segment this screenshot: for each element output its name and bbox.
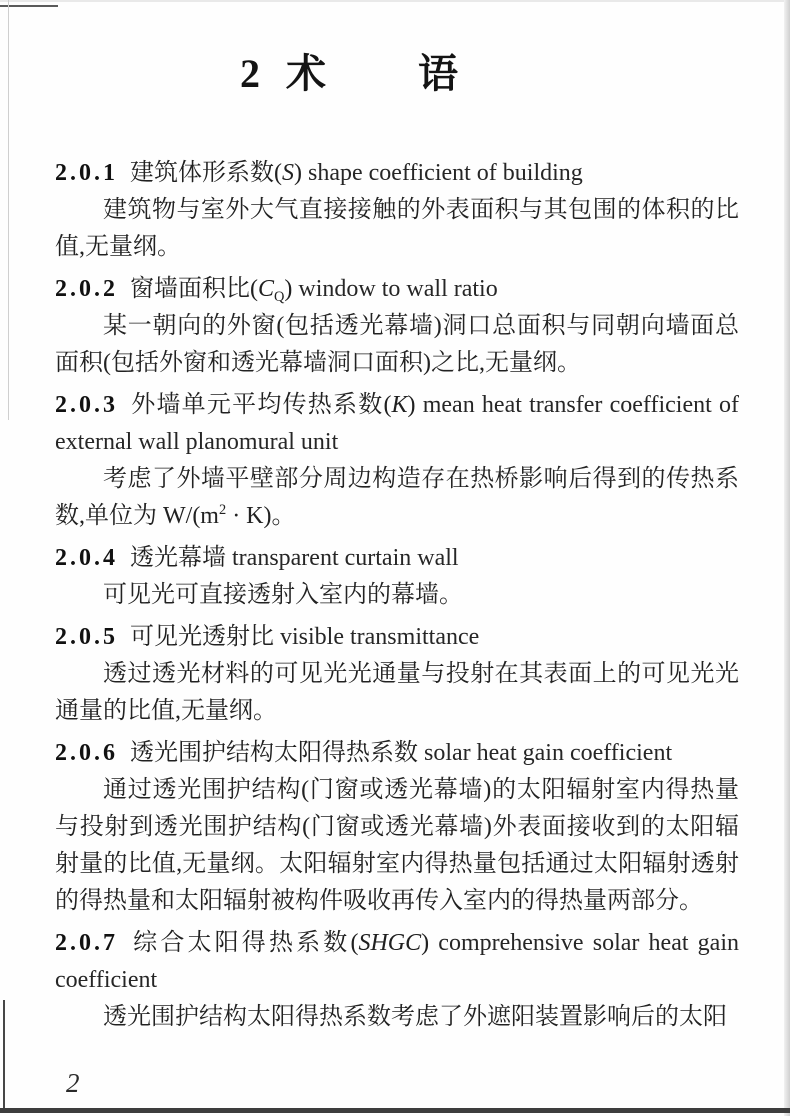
scan-edge-right: [784, 0, 790, 1116]
term-number: 2.0.7: [55, 930, 118, 956]
term-name-zh: 窗墙面积比$(C_Q)$: [130, 276, 293, 305]
term-name-en: transparent curtain wall: [232, 545, 459, 571]
term-definition: 透光围护结构太阳得热系数考虑了外遮阳装置影响后的太阳: [103, 1004, 727, 1030]
term-entry: [55, 925, 739, 1036]
chapter-title-word-1: 术: [286, 51, 326, 96]
term-heading: [55, 387, 739, 461]
term-heading: [55, 925, 739, 999]
term-definition: 某一朝向的外窗(包括透光幕墙)洞口总面积与同朝向墙面总面积(包括外窗和透光幕墙洞口面积)之比,无量纲。: [55, 313, 739, 376]
term-definition: 透过透光材料的可见光光通量与投射在其表面上的可见光光通量的比值,无量纲。: [55, 661, 739, 724]
term-definition: 建筑物与室外大气直接接触的外表面积与其包围的体积的比值,无量纲。: [55, 197, 739, 260]
term-entry: [55, 155, 739, 266]
term-definition: 考虑了外墙平壁部分周边构造存在热桥影响后得到的传热系数,单位为 $W/(m^2 \cdot K)$。: [55, 466, 739, 529]
term-number: 2.0.2: [55, 276, 118, 302]
term-heading: [55, 155, 739, 192]
scan-edge-left-dark: [3, 1000, 5, 1110]
scan-edge-bottom: [0, 1108, 790, 1113]
term-entry: [55, 540, 739, 614]
term-name-zh: 外墙单元平均传热系数(K): [130, 392, 416, 418]
term-name-zh: 可见光透射比: [130, 624, 274, 650]
term-heading: [55, 619, 739, 656]
chapter-title: [0, 0, 744, 99]
term-number: 2.0.6: [55, 740, 118, 766]
term-heading: [55, 735, 739, 772]
terms-list: [55, 155, 739, 1036]
term-name-en: comprehensive solar heat gain coefficient: [55, 930, 740, 993]
term-heading: [55, 540, 739, 577]
page-number: 2: [66, 1068, 80, 1098]
term-entry: [55, 619, 739, 730]
term-heading: [55, 271, 739, 308]
term-name-zh: 综合太阳得热系数(SHGC): [130, 930, 430, 956]
chapter-number: 2: [240, 51, 260, 96]
term-name-en: mean heat transfer coefficient of external wall planomural unit: [55, 392, 740, 455]
term-entry: [55, 735, 739, 920]
term-name-en: visible transmittance: [280, 624, 480, 650]
term-number: 2.0.1: [55, 160, 118, 186]
term-number: 2.0.5: [55, 624, 118, 650]
term-name-en: window to wall ratio: [298, 276, 498, 302]
term-entry: [55, 271, 739, 382]
term-name-zh: 透光围护结构太阳得热系数: [130, 740, 418, 766]
term-definition: 可见光可直接透射入室内的幕墙。: [103, 582, 463, 608]
term-name-en: shape coefficient of building: [308, 160, 583, 186]
term-number: 2.0.3: [55, 392, 118, 418]
term-name-zh: 透光幕墙: [130, 545, 226, 571]
term-name-zh: 建筑体形系数(S): [130, 160, 302, 186]
term-number: 2.0.4: [55, 545, 118, 571]
term-name-en: solar heat gain coefficient: [424, 740, 673, 766]
chapter-title-word-2: 语: [418, 51, 458, 96]
term-entry: [55, 387, 739, 535]
term-definition: 通过透光围护结构(门窗或透光幕墙)的太阳辐射室内得热量与投射到透光围护结构(门窗或透光幕墙)外表面接收到的太阳辐射量的比值,无量纲。太阳辐射室内得热量包括通过太阳辐射透射的得热量和太阳辐射被构件吸收再传入室内的得热量两部分。: [55, 777, 739, 914]
